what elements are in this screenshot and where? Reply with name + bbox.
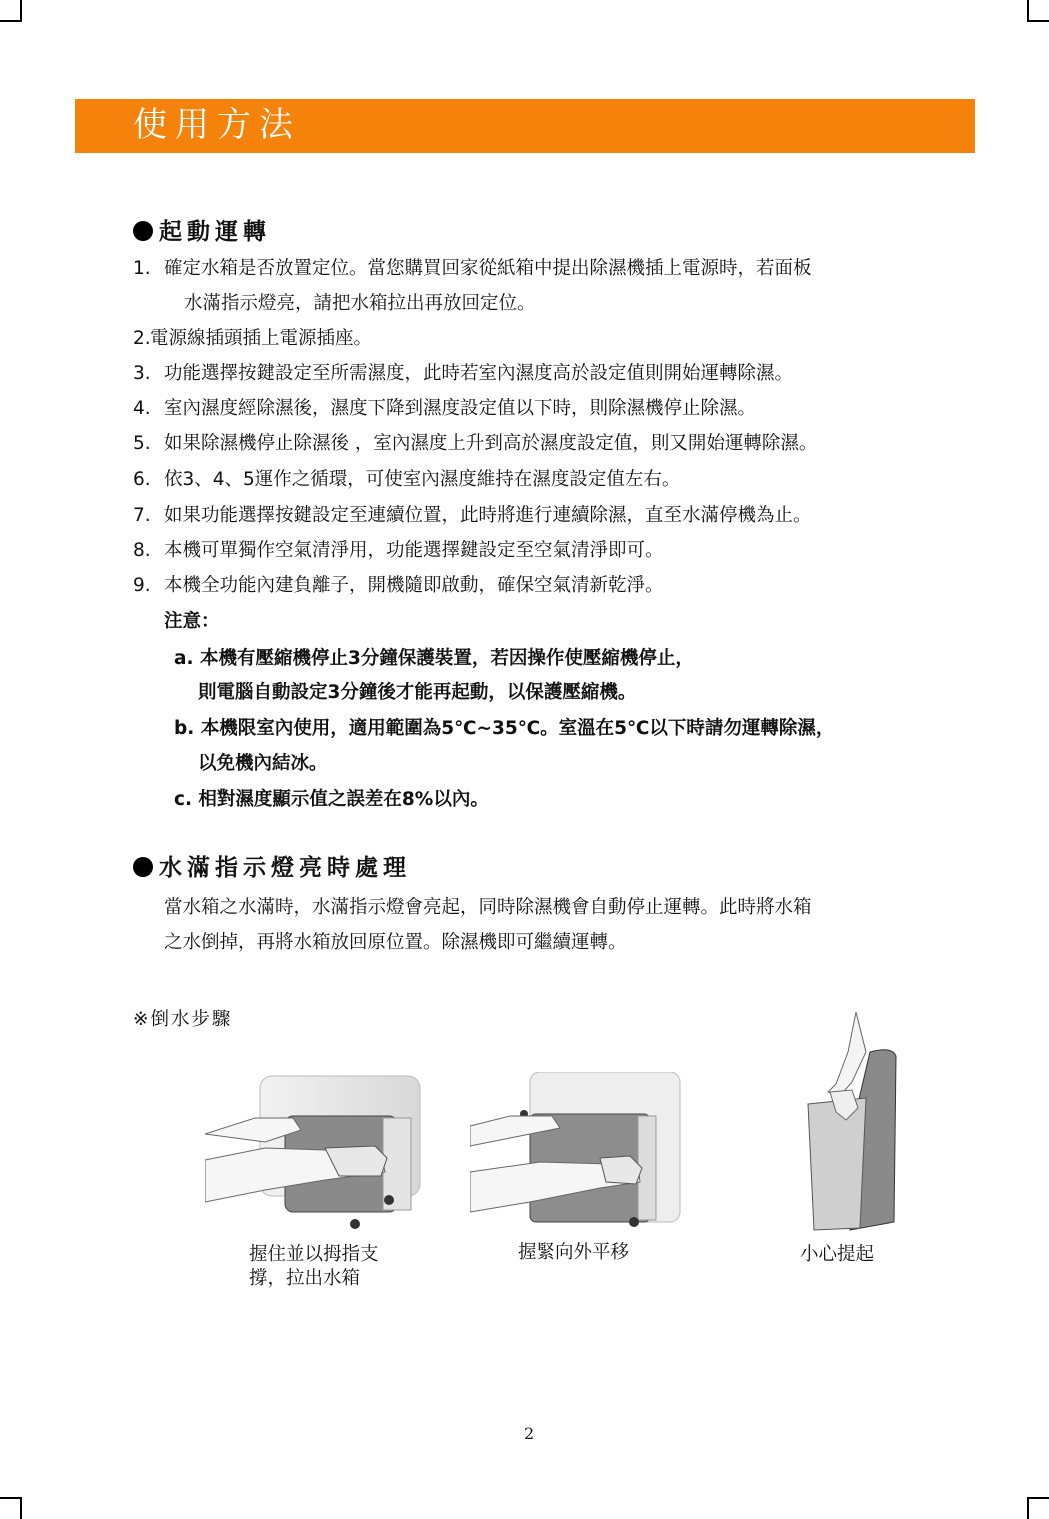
crop-mark: [20, 0, 22, 22]
item-number: 3.: [133, 363, 151, 384]
crop-mark: [1027, 20, 1049, 22]
item-text: 電源線插頭插上電源插座。: [150, 328, 373, 349]
crop-mark: [20, 1497, 22, 1519]
step3-caption: [800, 1243, 874, 1267]
page-number: 2: [524, 1424, 535, 1443]
item-text: 本機可單獨作空氣清淨用，功能選擇鍵設定至空氣清淨即可。: [164, 540, 664, 561]
item-number: 2.: [133, 328, 151, 349]
note-b-line1: b. 本機限室內使用，適用範圍為5℃~35℃。室溫在5℃以下時請勿運轉除濕，: [174, 718, 835, 739]
note-a-line1: a. 本機有壓縮機停止3分鐘保護裝置，若因操作使壓縮機停止，: [174, 648, 694, 669]
note-b-line2: 以免機內結冰。: [198, 753, 328, 774]
bullet-icon: [133, 857, 153, 877]
item-number: 4.: [133, 398, 151, 419]
crop-mark: [1027, 1497, 1049, 1499]
item-text: 功能選擇按鍵設定至所需濕度，此時若室內濕度高於設定值則開始運轉除濕。: [164, 363, 794, 384]
item-number: 6.: [133, 469, 151, 490]
section-title-text: 起動運轉: [159, 219, 271, 245]
item-text: 水滿指示燈亮，請把水箱拉出再放回定位。: [184, 293, 536, 314]
section-title-start: [133, 217, 271, 247]
caption-line: 撐，拉出水箱: [249, 1268, 361, 1289]
caption-line: 握緊向外平移: [518, 1242, 630, 1263]
crop-mark: [1027, 0, 1029, 22]
crop-mark: [0, 20, 22, 22]
item-text: 本機全功能內建負離子，開機隨即啟動，確保空氣清新乾淨。: [164, 575, 664, 596]
note-c-line1: c. 相對濕度顯示值之誤差在8%以內。: [174, 789, 489, 810]
step2-illustration: [470, 1072, 685, 1230]
paragraph-line: 當水箱之水滿時，水滿指示燈會亮起，同時除濕機會自動停止運轉。此時將水箱: [164, 897, 812, 918]
item-number: 5.: [133, 433, 151, 454]
note-a-line2: 則電腦自動設定3分鐘後才能再起動，以保護壓縮機。: [198, 682, 637, 703]
item-text: 確定水箱是否放置定位。當您購買回家從紙箱中提出除濕機插上電源時，若面板: [164, 258, 812, 279]
section-title-water-full: [133, 853, 411, 883]
step1-caption: [249, 1243, 379, 1291]
step3-illustration: [800, 1012, 900, 1232]
crop-mark: [1027, 1497, 1029, 1519]
bullet-icon: [133, 221, 153, 241]
caption-line: 握住並以拇指支: [249, 1244, 379, 1265]
page-title: 使用方法: [133, 105, 301, 145]
steps-title: ※倒水步驟: [133, 1009, 233, 1030]
header-banner: [75, 99, 975, 153]
item-text: 室內濕度經除濕後，濕度下降到濕度設定值以下時，則除濕機停止除濕。: [164, 398, 757, 419]
caption-line: 小心提起: [800, 1244, 875, 1265]
section-title-text: 水滿指示燈亮時處理: [159, 855, 411, 881]
crop-mark: [0, 1497, 22, 1499]
note-title: 注意：: [164, 611, 220, 632]
step2-caption: [518, 1241, 629, 1265]
item-text: 如果除濕機停止除濕後 ，室內濕度上升到高於濕度設定值，則又開始運轉除濕。: [164, 433, 818, 454]
item-number: 8.: [133, 540, 151, 561]
item-number: 7.: [133, 505, 151, 526]
paragraph-line: 之水倒掉，再將水箱放回原位置。除濕機即可繼續運轉。: [164, 932, 627, 953]
item-number: 9.: [133, 575, 151, 596]
item-text: 依3、4、5運作之循環，可使室內濕度維持在濕度設定值左右。: [164, 469, 681, 490]
item-number: 1.: [133, 258, 151, 279]
step1-illustration: [205, 1072, 423, 1230]
item-text: 如果功能選擇按鍵設定至連續位置，此時將進行連續除濕，直至水滿停機為止。: [164, 505, 812, 526]
